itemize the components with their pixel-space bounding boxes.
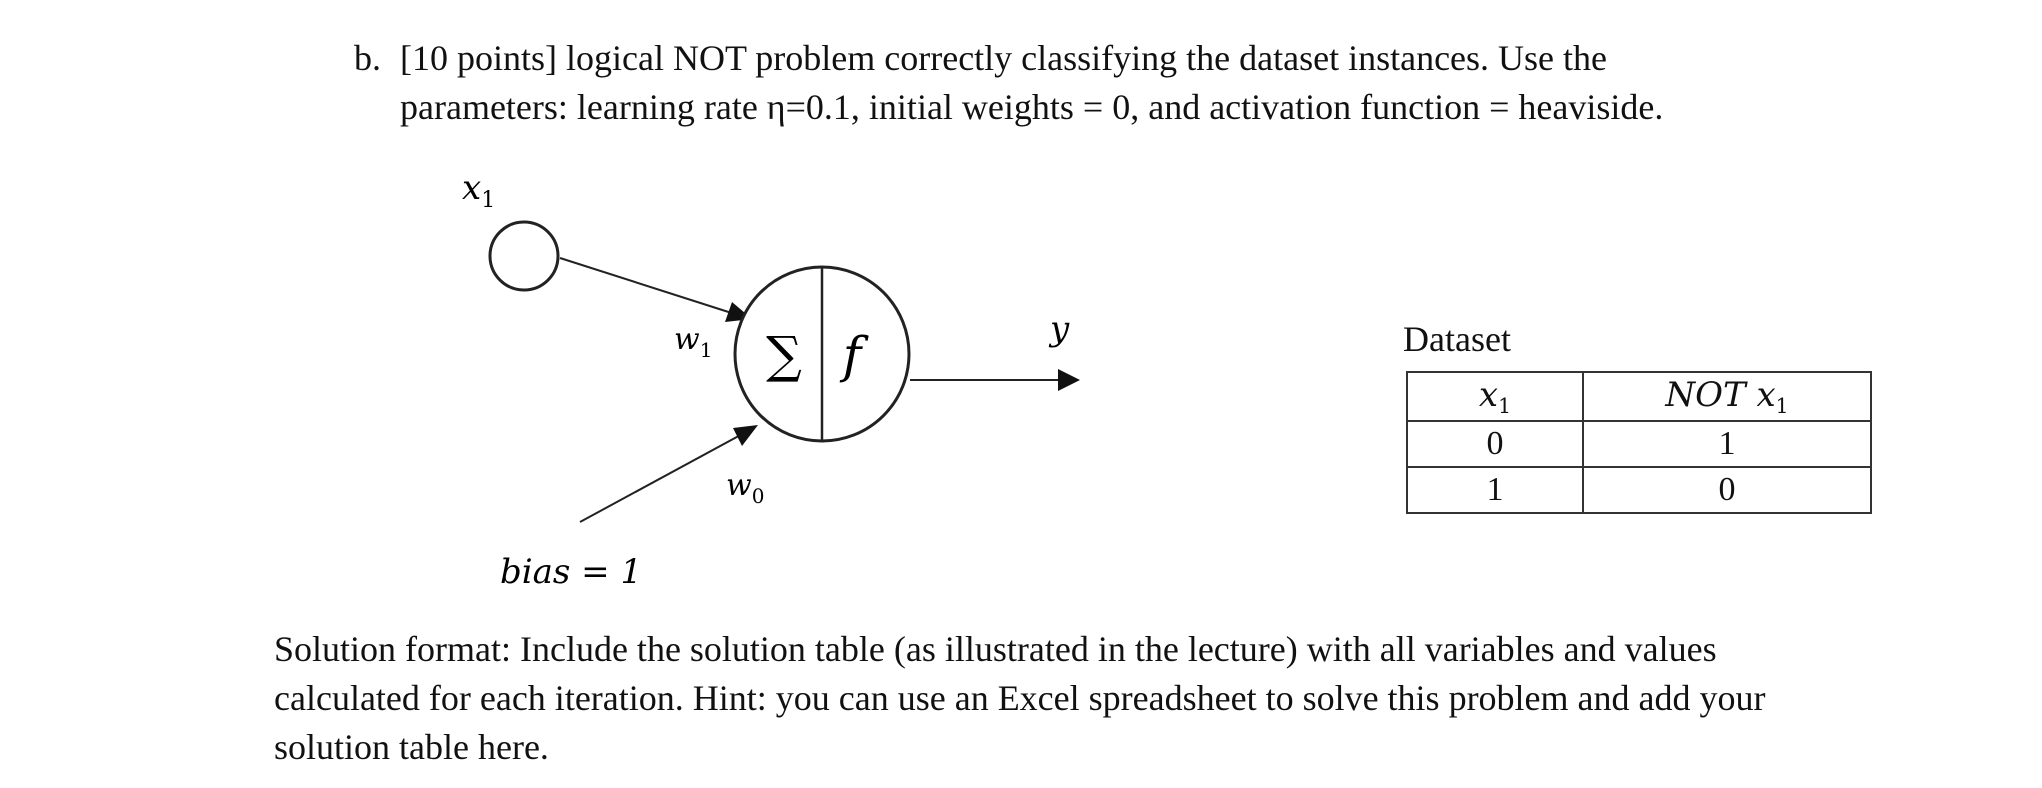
- table-cell: 0: [1407, 421, 1583, 467]
- bias-label: bias = 1: [500, 552, 643, 592]
- solution-line-2: calculated for each iteration. Hint: you can use an Excel spreadsheet to solve this problem and add your: [274, 678, 1766, 718]
- table-cell: 1: [1407, 467, 1583, 513]
- output-arrowhead: [1058, 369, 1080, 391]
- bias-edge: [580, 432, 746, 522]
- dataset-title: Dataset: [1403, 319, 1511, 359]
- table-cell: 1: [1583, 421, 1871, 467]
- solution-paragraph: [274, 625, 1890, 772]
- dataset-table: [1406, 371, 1872, 514]
- output-label: y: [1050, 309, 1070, 349]
- question-line-1: [10 points] logical NOT problem correctly classifying the dataset instances. Use the: [400, 38, 1608, 78]
- w0-label: $w_0$: [726, 468, 765, 508]
- w1-label: $w_1$: [674, 322, 713, 362]
- dataset-header-row: [1407, 372, 1871, 421]
- input-edge: [560, 258, 741, 316]
- sum-symbol: ∑: [766, 326, 802, 384]
- table-row: [1407, 421, 1871, 467]
- table-cell: 0: [1583, 467, 1871, 513]
- input-node: [490, 222, 558, 290]
- question-line-2: parameters: learning rate η=0.1, initial weights = 0, and activation function = heaviside.: [400, 87, 1664, 127]
- activation-symbol: f: [842, 326, 862, 384]
- solution-line-1: Solution format: Include the solution table (as illustrated in the lecture) with all variables and values: [274, 629, 1717, 669]
- input-label: $x_1$: [462, 168, 496, 213]
- table-row: [1407, 467, 1871, 513]
- dataset-header-not-x1: NOT $x_1$: [1583, 372, 1871, 421]
- question-marker: b.: [354, 38, 381, 78]
- solution-line-3: solution table here.: [274, 727, 549, 767]
- dataset-header-x1: $x_1$: [1407, 372, 1583, 421]
- bias-arrowhead: [733, 425, 758, 446]
